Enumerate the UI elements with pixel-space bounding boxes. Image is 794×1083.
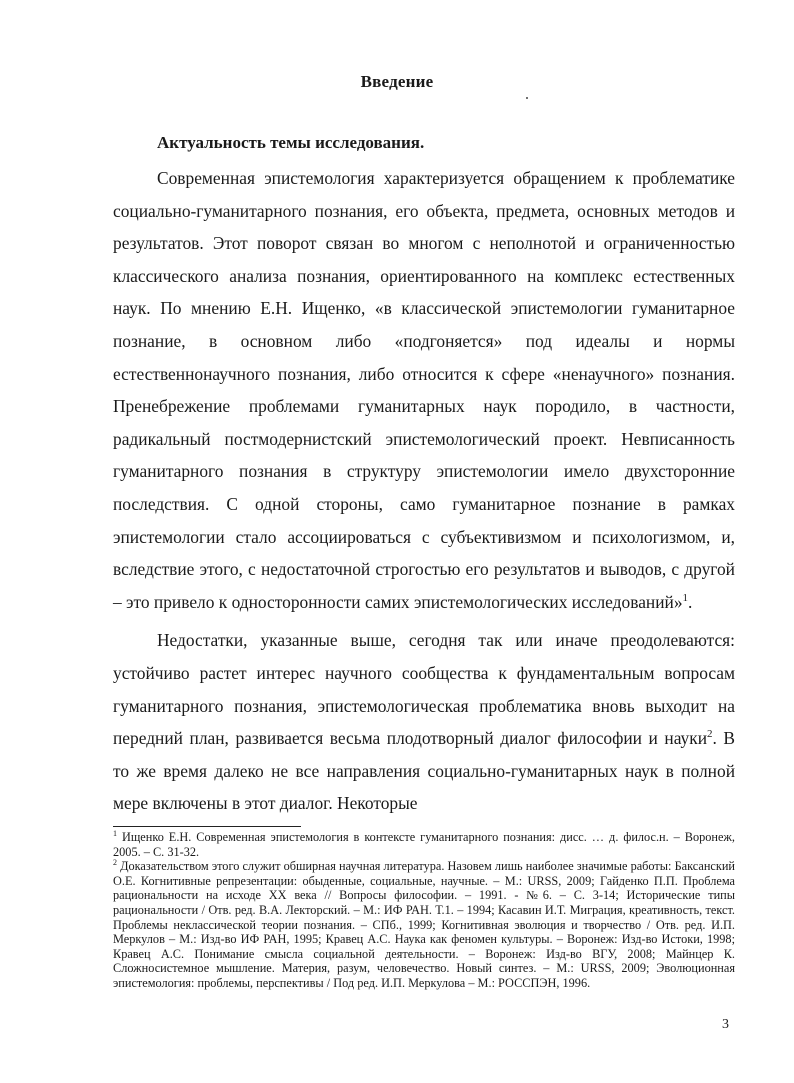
footnote-number: 2 [113,858,117,868]
footnote-number: 1 [113,828,117,838]
footnote-text: Ищенко Е.Н. Современная эпистемология в контексте гуманитарного познания: дисс. … д. филос.н. – Воронеж, 2005. – С. 31-32. [113,830,735,859]
footnote-separator [113,826,301,827]
footnotes [113,830,735,991]
footnote [113,830,735,859]
paragraph-tail: . В то же время далеко не все направления социально-гуманитарных наук в полной мере включены в этот диалог. Некоторые [113,728,735,814]
paragraph [113,624,735,820]
footnote [113,859,735,990]
paragraph-text: Современная эпистемология характеризуется обращением к проблематике социально-гуманитарного познания, его объекта, предмета, основных методов и результатов. Этот поворот связан во многом с неполнотой и ограниченностью классического анализа познания, ориентированного на комплекс естественных наук. По мнению Е.Н. Ищенко, «в классической эпистемологии гуманитарное познание, в основном либо «подгоняется» под идеалы и нормы естественнонаучного познания, либо относится к сфере «ненаучного» познания. Пренебрежение проблемами гуманитарных наук породило, в частности, радикальный постмодернистский эпистемологический проект. Невписанность гуманитарного познания в структуру эпистемологии имело двухсторонние последствия. С одной стороны, само гуманитарное познание в рамках эпистемологии стало ассоциироваться с субъективизмом и психологизмом, и, вследствие этого, с недостаточной строгостью его результатов и выводов, с другой – это привело к односторонности самих эпистемологических исследований» [113,168,735,612]
footnote-text: Доказательством этого служит обширная научная литература. Назовем лишь наиболее значимые работы: Баксанский О.Е. Когнитивные репрезентации: обыденные, социальные, научные. – М.: URSS, 2009; Гайденко П.П. Проблема рациональности на исходе XX века // Вопросы философии. – 1991. - №6. – С. 3-14; Исторические типы рациональности / Отв. ред. В.А. Лекторский. – М.: ИФ РАН. Т.1. – 1994; Касавин И.Т. Миграция, креативность, текст. Проблемы неклассической теории познания. – СПб., 1999; Когнитивная эволюция и творчество / Отв. ред. И.П. Меркулов – М.: Изд-во ИФ РАН, 1995; Кравец А.С. Наука как феномен культуры. – Воронеж: Изд-во Истоки, 1998; Кравец А.С. Понимание смысла социальной деятельности. – Воронеж: Изд-во ВГУ, 2008; Майнцер К. Сложносистемное мышление. Материя, разум, человечество. Новый синтез. – М.: URSS, 2009; Эволюционная эпистемология: проблемы, перспективы / Под ред. И.П. Меркулова – М.: РОССПЭН, 1996. [113,859,735,990]
page-number: 3 [722,1017,729,1032]
paragraph-text: Недостатки, указанные выше, сегодня так или иначе преодолеваются: устойчиво растет интерес научного сообщества к фундаментальным вопросам гуманитарного познания, эпистемологическая проблематика вновь выходит на передний план, развивается весьма плодотворный диалог философии и науки [113,630,735,749]
section-heading: Актуальность темы исследования. [157,133,425,152]
footnote-ref[interactable]: 2 [707,728,713,741]
footnote-ref[interactable]: 1 [682,591,689,604]
paragraph-tail: . [688,591,693,612]
scan-speck [526,97,528,99]
body-text [113,162,735,820]
page-title: Введение [360,72,434,91]
paragraph [113,162,735,618]
